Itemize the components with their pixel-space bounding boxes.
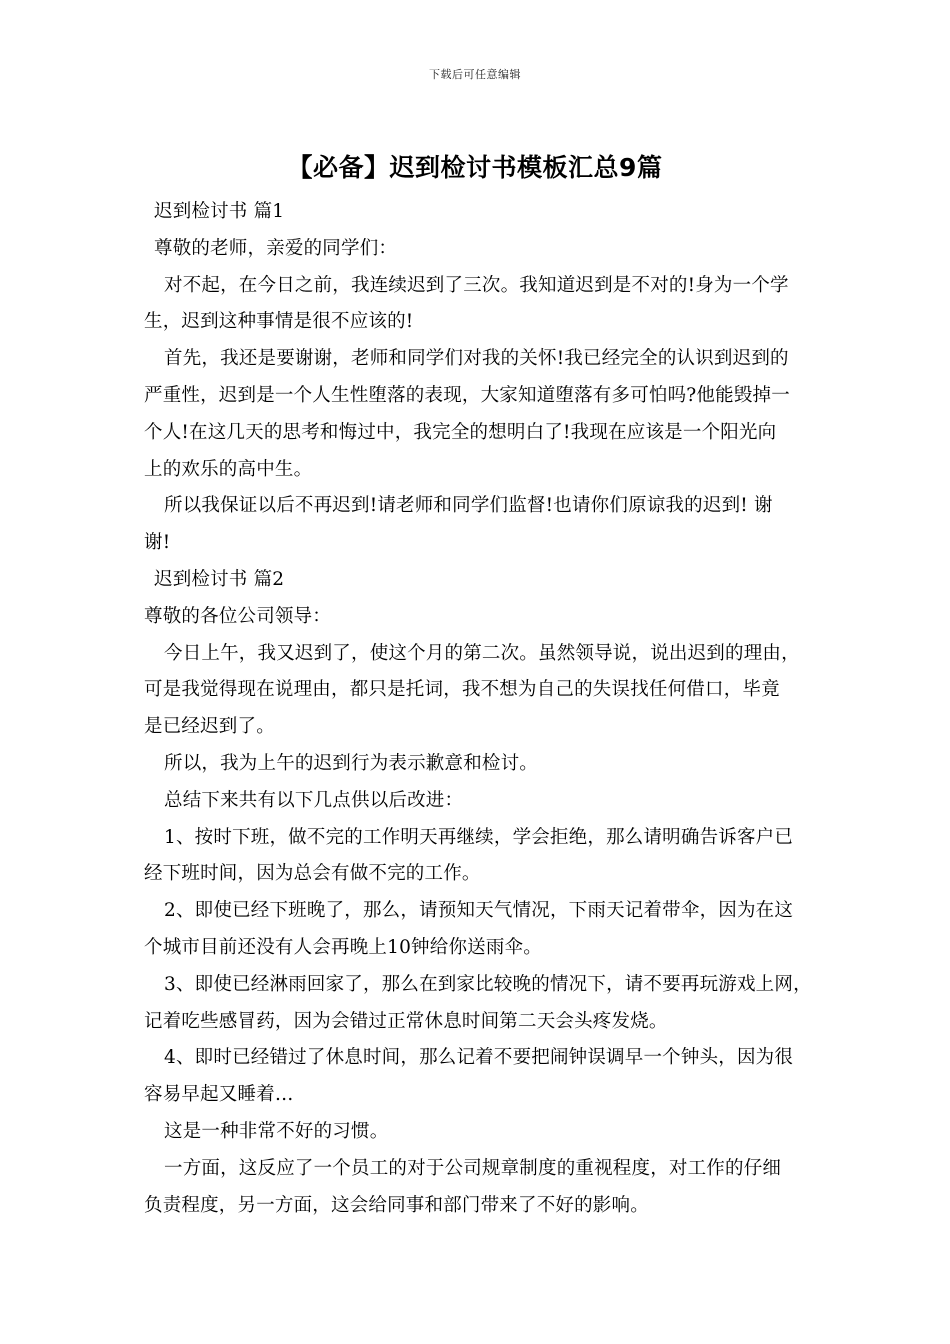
text-line: 谢!: [144, 532, 171, 554]
text-line: 尊敬的老师，亲爱的同学们：: [154, 237, 398, 259]
text-line: 是已经迟到了。: [144, 716, 275, 738]
text-line: 今日上午，我又迟到了，使这个月的第二次。虽然领导说，说出迟到的理由，: [164, 642, 800, 664]
text-line: 这是一种非常不好的习惯。: [164, 1120, 389, 1142]
text-line: 迟到检讨书 篇2: [154, 568, 285, 590]
text-line: 经下班时间，因为总会有做不完的工作。: [144, 863, 481, 885]
text-line: 1、按时下班，做不完的工作明天再继续，学会拒绝，那么请明确告诉客户已: [164, 826, 794, 848]
text-line: 个人!在这几天的思考和悔过中，我完全的想明白了!我现在应该是一个阳光向: [144, 421, 777, 443]
text-line: 上的欢乐的高中生。: [144, 458, 313, 480]
header-note: 下载后可任意编辑: [429, 68, 521, 81]
text-line: 总结下来共有以下几点供以后改进：: [164, 789, 464, 811]
text-line: 2、即使已经下班晚了，那么，请预知天气情况，下雨天记着带伞，因为在这: [164, 900, 794, 922]
text-line: 所以我保证以后不再迟到!请老师和同学们监督!也请你们原谅我的迟到! 谢: [164, 495, 773, 517]
text-line: 所以，我为上午的迟到行为表示歉意和检讨。: [164, 752, 539, 774]
text-line: 首先，我还是要谢谢，老师和同学们对我的关怀!我已经完全的认识到迟到的: [164, 348, 789, 370]
text-line: 负责程度，另一方面，这会给同事和部门带来了不好的影响。: [144, 1194, 649, 1216]
text-line: 尊敬的各位公司领导：: [144, 605, 332, 627]
text-line: 严重性，迟到是一个人生性堕落的表现，大家知道堕落有多可怕吗?他能毁掉一: [144, 384, 790, 406]
text-line: 一方面，这反应了一个员工的对于公司规章制度的重视程度，对工作的仔细: [164, 1157, 782, 1179]
text-line: 迟到检讨书 篇1: [154, 201, 285, 222]
document-title: 【必备】迟到检讨书模板汇总9篇: [287, 153, 663, 182]
text-line: 对不起，在今日之前，我连续迟到了三次。我知道迟到是不对的!身为一个学: [164, 274, 789, 296]
document-body: [144, 194, 812, 1224]
text-line: 4、即时已经错过了休息时间，那么记着不要把闹钟误调早一个钟头，因为很: [164, 1047, 794, 1069]
text-line: 个城市目前还没有人会再晚上10钟给你送雨伞。: [144, 936, 542, 958]
text-line: 可是我觉得现在说理由，都只是托词，我不想为自己的失误找任何借口，毕竟: [144, 679, 780, 701]
text-line: 记着吃些感冒药，因为会错过正常休息时间第二天会头疼发烧。: [144, 1010, 668, 1032]
text-line: 容易早起又睡着…: [144, 1084, 294, 1106]
text-line: 3、即使已经淋雨回家了，那么在到家比较晚的情况下，请不要再玩游戏上网，: [164, 973, 812, 995]
text-line: 生，迟到这种事情是很不应该的!: [144, 311, 414, 333]
